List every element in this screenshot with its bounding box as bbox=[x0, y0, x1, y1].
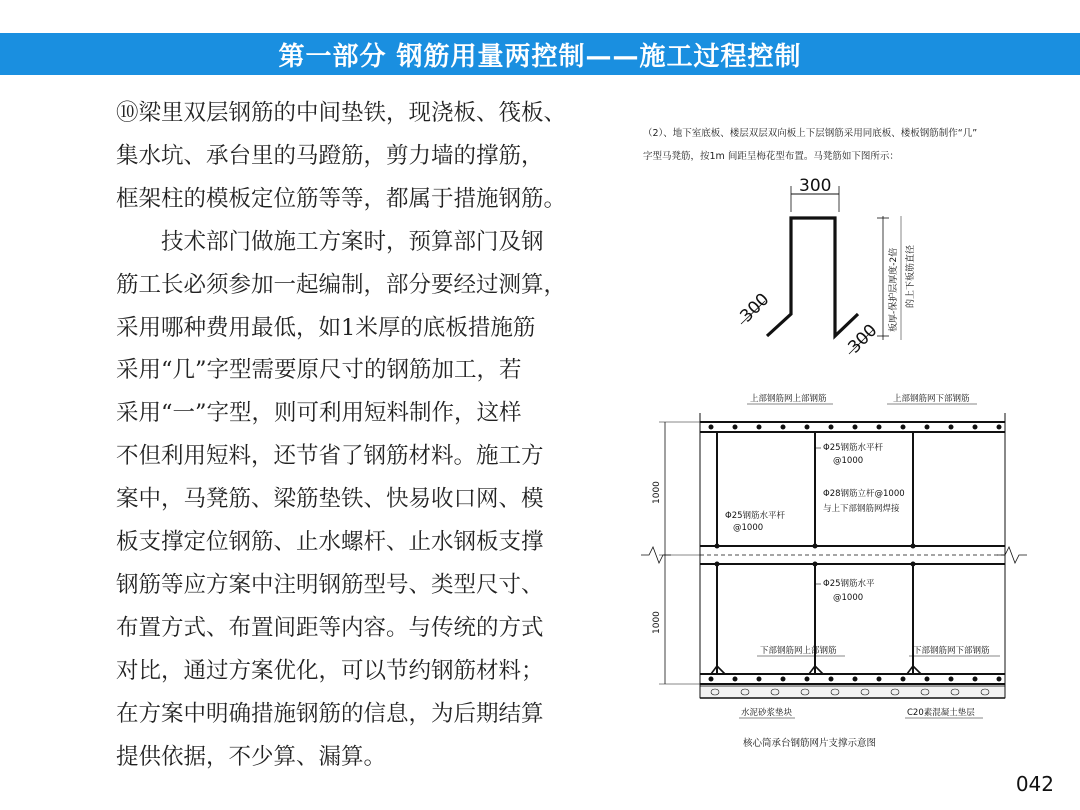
chair-vertical-label-2: 的上下板筋直径 bbox=[906, 244, 916, 308]
chair-bar bbox=[767, 218, 858, 336]
page-number: 042 bbox=[1015, 772, 1054, 796]
bottom-right-label: 下部钢筋网下部钢筋 bbox=[913, 646, 990, 656]
text-line: 技术部门做施工方案时，预算部门及钢 bbox=[116, 228, 544, 255]
section-caption: 核心筒承台钢筋网片支撑示意图 bbox=[743, 738, 877, 749]
note-horizontal-bar-1b: @1000 bbox=[833, 456, 864, 466]
page-header bbox=[0, 33, 1080, 75]
chair-dim-left: 300 bbox=[736, 289, 774, 327]
section-diagram bbox=[641, 393, 1027, 749]
text-line: 筋工长必须参加一起编制，部分要经过测算， bbox=[116, 271, 567, 298]
dim-lower: 1000 bbox=[652, 611, 662, 634]
note-horizontal-bar-2b: @1000 bbox=[733, 523, 764, 533]
text-line: 采用“几”字型需要原尺寸的钢筋加工，若 bbox=[116, 357, 522, 384]
text-line: ⑩梁里双层钢筋的中间垫铁，现浇板、筏板、 bbox=[116, 100, 567, 126]
text-line: 集水坑、承台里的马蹬筋，剪力墙的撑筋， bbox=[116, 142, 544, 169]
dim-upper: 1000 bbox=[652, 481, 662, 504]
text-line: 框架柱的模板定位筋等等，都属于措施钢筋。 bbox=[116, 185, 567, 212]
text-line: 对比，通过方案优化，可以节约钢筋材料； bbox=[116, 657, 544, 684]
text-line: 布置方式、布置间距等内容。与传统的方式 bbox=[116, 614, 544, 641]
note-horizontal-bar-2a: Φ25钢筋水平杆 bbox=[725, 511, 786, 521]
note-horizontal-bar-1a: Φ25钢筋水平杆 bbox=[823, 443, 884, 453]
text-line: 不但利用短料，还节省了钢筋材料。施工方 bbox=[116, 443, 544, 470]
note-horizontal-bar-3b: @1000 bbox=[833, 593, 864, 603]
chair-dim-top: 300 bbox=[799, 176, 832, 196]
figure-caption-line1: （2）、地下室底板、楼层双层双向板上下层钢筋采用同底板、楼板钢筋制作“几” bbox=[643, 128, 978, 139]
chair-diagram bbox=[736, 176, 916, 358]
page-title: 第一部分 钢筋用量两控制——施工过程控制 bbox=[278, 41, 802, 72]
chair-vertical-label-1: 板厚-保护层厚度-2倍 bbox=[889, 247, 899, 332]
text-line: 钢筋等应方案中注明钢筋型号、类型尺寸、 bbox=[116, 571, 544, 598]
text-line: 在方案中明确措施钢筋的信息，为后期结算 bbox=[116, 700, 544, 727]
text-line: 提供依据，不少算、漏算。 bbox=[116, 743, 387, 770]
note-horizontal-bar-3a: Φ25钢筋水平 bbox=[823, 579, 875, 589]
top-left-label: 上部钢筋网上部钢筋 bbox=[750, 394, 827, 404]
text-line: 案中，马凳筋、梁筋垫铁、快易收口网、模 bbox=[116, 486, 544, 513]
lower-mesh-dots bbox=[709, 677, 1002, 682]
chair-dim-right: 300 bbox=[844, 320, 882, 358]
note-vertical-bar-a: Φ28钢筋立杆@1000 bbox=[823, 489, 905, 499]
body-text bbox=[116, 92, 594, 779]
pad-label: 水泥砂浆垫块 bbox=[741, 708, 793, 718]
slab-label: C20素混凝土垫层 bbox=[907, 708, 975, 718]
rebar-figure bbox=[615, 118, 1055, 758]
figure-caption-line2: 字型马凳筋，按1m 间距呈梅花型布置。马凳筋如下图所示： bbox=[643, 151, 899, 162]
upper-mesh-dots bbox=[709, 425, 1002, 430]
top-right-label: 上部钢筋网下部钢筋 bbox=[893, 394, 970, 404]
text-line: 采用“一”字型，则可利用短料制作，这样 bbox=[116, 400, 522, 427]
note-vertical-bar-b: 与上下部钢筋网焊接 bbox=[823, 504, 900, 514]
text-line: 采用哪种费用最低，如1米厚的底板措施筋 bbox=[116, 314, 536, 341]
bottom-left-label: 下部钢筋网上部钢筋 bbox=[760, 646, 837, 656]
text-line: 板支撑定位钢筋、止水螺杆、止水钢板支撑 bbox=[116, 529, 544, 556]
